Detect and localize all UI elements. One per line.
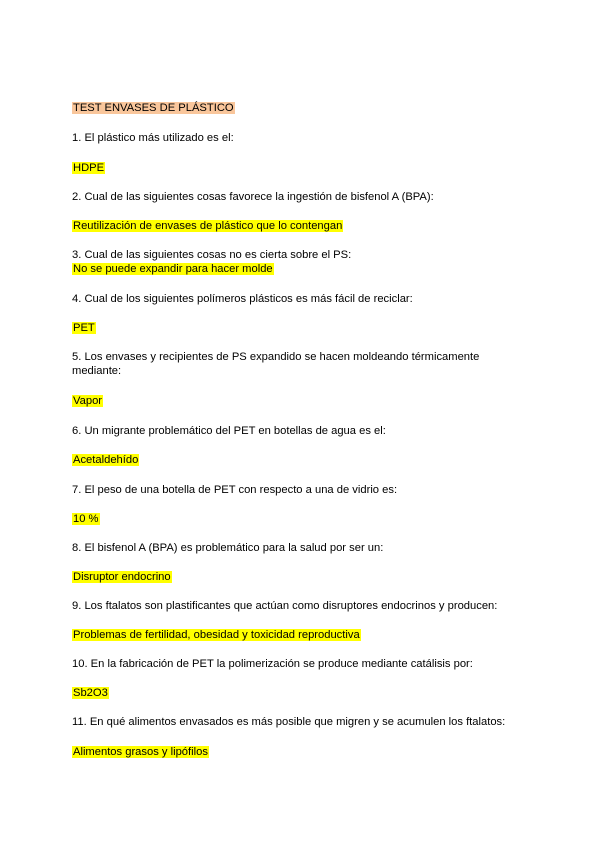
document-title: TEST ENVASES DE PLÁSTICO (73, 102, 234, 114)
question-6: 6. Un migrante problemático del PET en botellas de agua es el: (72, 425, 386, 437)
question-5-line-2: mediante: (72, 365, 122, 377)
answer-4: PET (73, 322, 95, 334)
question-2: 2. Cual de las siguientes cosas favorece la ingestión de bisfenol A (BPA): (72, 191, 434, 203)
answer-11: Alimentos grasos y lipófilos (73, 746, 208, 758)
answer-10: Sb2O3 (73, 687, 108, 699)
answer-8: Disruptor endocrino (73, 571, 171, 583)
answer-5: Vapor (73, 395, 103, 407)
question-4: 4. Cual de los siguientes polímeros plásticos es más fácil de reciclar: (72, 293, 413, 305)
question-11: 11. En qué alimentos envasados es más posible que migren y se acumulen los ftalatos: (72, 716, 506, 728)
question-7: 7. El peso de una botella de PET con respecto a una de vidrio es: (72, 484, 398, 496)
question-10: 10. En la fabricación de PET la polimerización se produce mediante catálisis por: (72, 658, 473, 670)
question-1: 1. El plástico más utilizado es el: (72, 132, 234, 144)
question-3: 3. Cual de las siguientes cosas no es cierta sobre el PS: (72, 249, 352, 261)
answer-6: Acetaldehído (73, 454, 139, 466)
question-8: 8. El bisfenol A (BPA) es problemático para la salud por ser un: (72, 542, 384, 554)
answer-7: 10 % (73, 513, 99, 525)
answer-1: HDPE (73, 162, 105, 174)
answer-3: No se puede expandir para hacer molde (73, 263, 273, 275)
answer-9: Problemas de fertilidad, obesidad y toxicidad reproductiva (73, 629, 360, 641)
question-9: 9. Los ftalatos son plastificantes que actúan como disruptores endocrinos y producen: (72, 600, 498, 612)
question-5-line-1: 5. Los envases y recipientes de PS expandido se hacen moldeando térmicamente (72, 351, 480, 363)
answer-2: Reutilización de envases de plástico que lo contengan (73, 220, 343, 232)
